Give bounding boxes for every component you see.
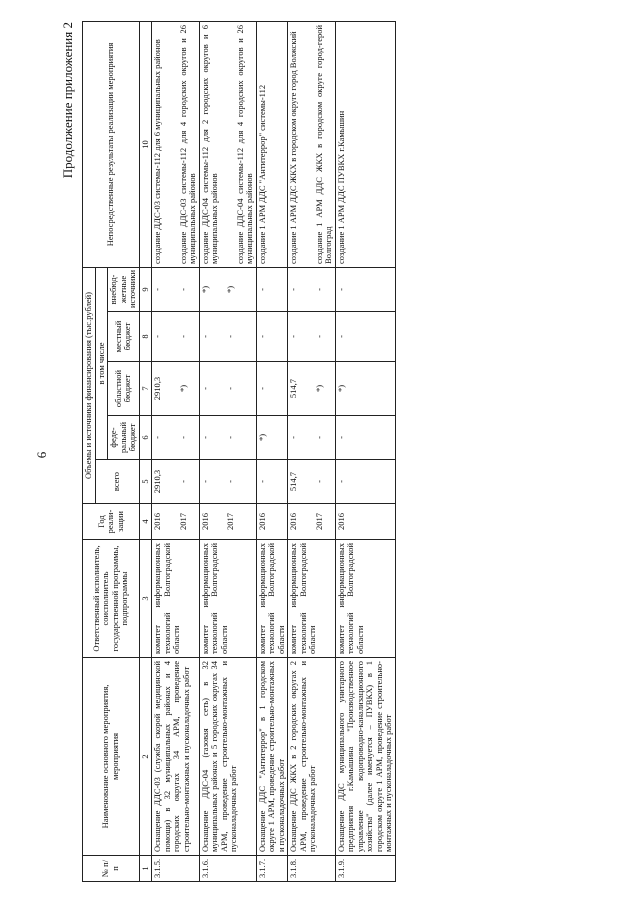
row-responsible: комитет информационных технологий Волгоградской области xyxy=(199,540,256,658)
offbudget-value: - xyxy=(152,288,163,291)
year-value: 2017 xyxy=(313,513,324,530)
offbudget-value: *) xyxy=(225,285,236,294)
regional-value: 514,7 xyxy=(288,378,299,399)
row-number: 3.1.8. xyxy=(288,856,336,882)
table-row xyxy=(256,21,288,881)
total-value: - xyxy=(313,480,324,483)
header-offbudget: внебюд-жетные источники xyxy=(108,267,140,311)
row-year xyxy=(152,504,200,540)
header-incl: в том числе xyxy=(95,267,108,459)
header-name: Наименование основного мероприятия, мероприятия xyxy=(83,658,140,856)
row-number: 3.1.5. xyxy=(152,856,200,882)
row-regional xyxy=(152,362,200,416)
row-name: Оснащение ДДС ЖКХ в 2 городских округах 2 АРМ, проведение строительно-монтажных и пусконаладочных работ xyxy=(288,658,336,856)
row-regional: *) xyxy=(335,362,395,416)
column-index: 4 xyxy=(139,504,152,540)
table-row xyxy=(152,21,200,881)
result-text: создание ДДС-04 системы-112 для 2 городских округов и 6 муниципальных районов xyxy=(199,24,220,264)
row-year: 2016 xyxy=(335,504,395,540)
program-table xyxy=(82,21,396,882)
row-name: Оснащение ДДС "Антитеррор" в 1 городском округе 1 АРМ, проведение строительно-монтажных и пусконаладочных работ xyxy=(256,658,288,856)
column-index: 2 xyxy=(139,658,152,856)
header-year: Год реали-зации xyxy=(83,504,140,540)
table-row xyxy=(288,21,336,881)
row-result: создание 1 АРМ ДДС ПУВКХ г.Камышин xyxy=(335,21,395,267)
row-regional: - xyxy=(256,362,288,416)
header-federal: феде-ральный бюджет xyxy=(108,416,140,460)
local-value: - xyxy=(313,335,324,338)
header-responsible: Ответственный исполнитель, соисполнитель государственной программы, подпрограммы xyxy=(83,540,140,658)
federal-value: - xyxy=(313,436,324,439)
table-header xyxy=(83,21,152,881)
row-total: - xyxy=(256,460,288,504)
column-index: 5 xyxy=(139,460,152,504)
row-local: - xyxy=(335,312,395,362)
column-index: 1 xyxy=(139,856,152,882)
table-row xyxy=(335,21,395,881)
regional-value: - xyxy=(199,387,210,390)
local-value: - xyxy=(177,335,188,338)
federal-value: - xyxy=(199,436,210,439)
row-name: Оснащение ДДС-04 (газовая сеть) в 32 муниципальных районах и 5 городских округах 34 АРМ, проведение строительно-монтажных и пусконаладочных работ xyxy=(199,658,256,856)
total-value: 514,7 xyxy=(288,471,299,492)
row-number: 3.1.7. xyxy=(256,856,288,882)
row-offbudget xyxy=(152,267,200,311)
row-result: создание 1 АРМ ДДС "Антитеррор" системы-112 xyxy=(256,21,288,267)
header-num: № п/п xyxy=(83,856,140,882)
total-value: - xyxy=(225,480,236,483)
row-result xyxy=(288,21,336,267)
header-regional: областной бюджет xyxy=(108,362,140,416)
row-result xyxy=(199,21,256,267)
rotated-page xyxy=(60,22,600,882)
row-number: 3.1.6. xyxy=(199,856,256,882)
row-responsible: комитет информационных технологий Волгоградской области xyxy=(288,540,336,658)
column-index: 3 xyxy=(139,540,152,658)
column-index-row xyxy=(139,21,152,881)
column-index: 6 xyxy=(139,416,152,460)
row-name: Оснащение ДДС-03 (служба скорой медицинской помощи) в 32 муниципальных районах и 4 городских округах 34 АРМ, проведение строительно-монтажных и пусконаладочных работ xyxy=(152,658,200,856)
regional-value: *) xyxy=(177,384,188,393)
row-offbudget xyxy=(199,267,256,311)
offbudget-value: - xyxy=(288,288,299,291)
caption: Продолжение приложения 2 xyxy=(60,22,75,179)
row-federal: - xyxy=(335,416,395,460)
row-number: 3.1.9. xyxy=(335,856,395,882)
row-responsible: комитет информационных технологий Волгоградской области xyxy=(152,540,200,658)
row-local xyxy=(288,312,336,362)
row-offbudget: - xyxy=(335,267,395,311)
row-federal xyxy=(152,416,200,460)
year-value: 2016 xyxy=(199,513,210,530)
result-text: создание 1 АРМ ДДС ЖКХ в городском округе город Волжский xyxy=(288,31,299,264)
column-index: 9 xyxy=(139,267,152,311)
total-value: - xyxy=(199,480,210,483)
federal-value: - xyxy=(152,436,163,439)
year-value: 2017 xyxy=(225,513,236,530)
year-value: 2016 xyxy=(288,513,299,530)
row-federal xyxy=(288,416,336,460)
header-result: Непосредственные результаты реализации мероприятия xyxy=(83,21,140,267)
total-value: 2910,3 xyxy=(152,469,163,494)
column-index: 7 xyxy=(139,362,152,416)
regional-value: 2910,3 xyxy=(152,376,163,401)
year-value: 2016 xyxy=(152,513,163,530)
federal-value: - xyxy=(225,436,236,439)
offbudget-value: - xyxy=(177,288,188,291)
row-local: - xyxy=(256,312,288,362)
header-local: местный бюджет xyxy=(108,312,140,362)
result-text: создание ДДС-03 системы-112 для 4 городских округов и 26 муниципальных районов xyxy=(177,24,198,264)
row-year xyxy=(288,504,336,540)
local-value: - xyxy=(199,335,210,338)
row-total xyxy=(288,460,336,504)
result-text: создание ДДС-04 системы-112 для 4 городских округов и 26 муниципальных районов xyxy=(234,24,255,264)
result-text: создание 1 АРМ ДДС ЖКХ в городском округе город-герой Волгоград xyxy=(313,24,334,264)
page-number: 6 xyxy=(34,451,49,459)
column-index: 8 xyxy=(139,312,152,362)
header-total: всего xyxy=(95,460,139,504)
row-result xyxy=(152,21,200,267)
offbudget-value: *) xyxy=(199,285,210,294)
local-value: - xyxy=(225,335,236,338)
header-funding: Объемы и источники финансирования (тыс.рублей) xyxy=(83,267,96,503)
total-value: - xyxy=(177,480,188,483)
local-value: - xyxy=(152,335,163,338)
row-year xyxy=(199,504,256,540)
row-responsible: комитет информационных технологий Волгоградской области xyxy=(256,540,288,658)
row-total: - xyxy=(335,460,395,504)
regional-value: - xyxy=(225,387,236,390)
local-value: - xyxy=(288,335,299,338)
row-regional xyxy=(199,362,256,416)
result-text: создание ДДС-03 системы-112 для 6 муниципальных районов xyxy=(152,39,163,264)
row-offbudget xyxy=(288,267,336,311)
row-local xyxy=(152,312,200,362)
regional-value: *) xyxy=(313,384,324,393)
row-regional xyxy=(288,362,336,416)
row-total xyxy=(152,460,200,504)
row-total xyxy=(199,460,256,504)
federal-value: - xyxy=(177,436,188,439)
row-federal xyxy=(199,416,256,460)
federal-value: - xyxy=(288,436,299,439)
table-row xyxy=(199,21,256,881)
row-offbudget: - xyxy=(256,267,288,311)
year-value: 2017 xyxy=(177,513,188,530)
row-responsible: комитет информационных технологий Волгоградской области xyxy=(335,540,395,658)
row-year: 2016 xyxy=(256,504,288,540)
row-name: Оснащение ДДС муниципального унитарного предприятия г.Камышина "Производственное управление водопроводно-канализационного хозяйства" (далее именуется – ПУВКХ) в 1 городском округе 1 АРМ, проведение строительно-монтажных и пусконаладочных работ xyxy=(335,658,395,856)
row-local xyxy=(199,312,256,362)
row-federal: *) xyxy=(256,416,288,460)
offbudget-value: - xyxy=(313,288,324,291)
column-index: 10 xyxy=(139,21,152,267)
